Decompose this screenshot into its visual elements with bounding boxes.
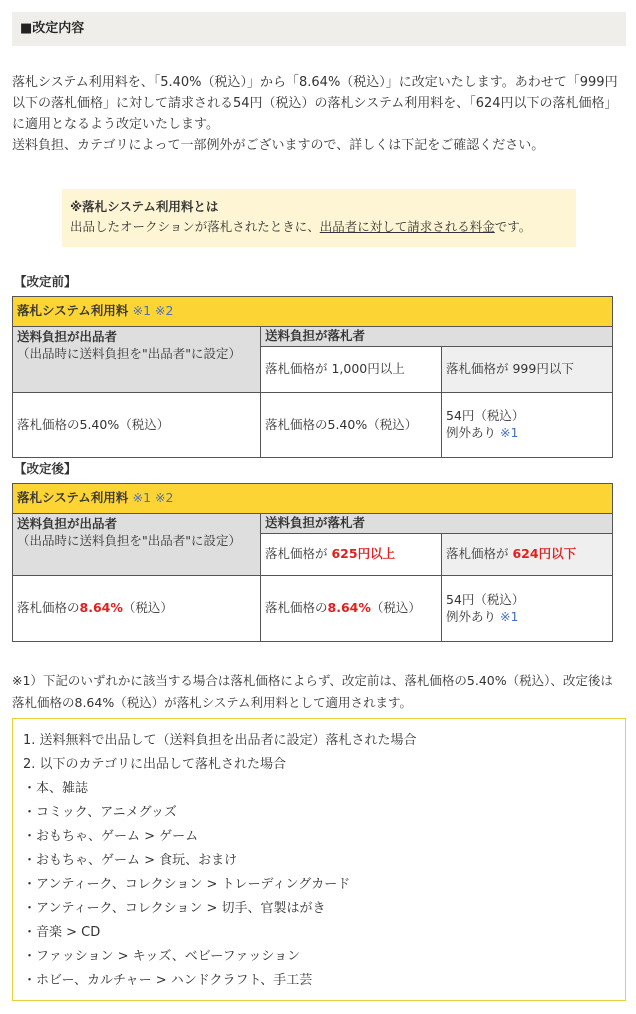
rate-prefix: 落札価格の bbox=[265, 600, 328, 616]
exception-note bbox=[446, 425, 608, 442]
buyer-pays-header: 送料負担が落札者 bbox=[261, 514, 613, 534]
seller-pays-title: 送料負担が出品者 bbox=[17, 329, 118, 344]
list-item: ・本、雑誌 bbox=[23, 781, 89, 796]
rate-suffix: （税込） bbox=[122, 600, 173, 616]
seller-rate-cell: 落札価格の5.40%（税込） bbox=[13, 393, 261, 458]
exception-text: 例外あり bbox=[446, 425, 497, 440]
price-high-header bbox=[261, 534, 442, 576]
exception-text: 例外あり bbox=[446, 608, 497, 624]
list-item: ・おもちゃ、ゲーム > 食玩、おまけ bbox=[23, 853, 238, 868]
conditions-box bbox=[12, 718, 626, 1001]
exception-note bbox=[446, 609, 608, 626]
table-title-text: 落札システム利用料 bbox=[17, 303, 129, 319]
note-text-before: 出品したオークションが落札されたときに、 bbox=[70, 219, 320, 234]
section-header bbox=[12, 12, 626, 46]
intro-text bbox=[12, 72, 624, 156]
fee-table-after bbox=[12, 483, 613, 642]
flat-fee: 54円（税込） bbox=[446, 591, 525, 607]
list-item: ・アンティーク、コレクション > トレーディングカード bbox=[23, 877, 351, 892]
after-label: 【改定後】 bbox=[14, 461, 77, 476]
price-high-prefix: 落札価格が bbox=[265, 546, 332, 562]
table-title-refs: ※1 ※2 bbox=[132, 303, 174, 319]
table-title-text: 落札システム利用料 bbox=[17, 490, 129, 506]
table-title-refs: ※1 ※2 bbox=[132, 490, 174, 506]
buyer-rate-high-cell bbox=[261, 576, 442, 642]
note-title: ※落札システム利用料とは bbox=[70, 199, 219, 214]
price-high-header: 落札価格が 1,000円以上 bbox=[261, 347, 442, 393]
list-item: ・コミック、アニメグッズ bbox=[23, 805, 177, 820]
buyer-rate-high-cell: 落札価格の5.40%（税込） bbox=[261, 393, 442, 458]
seller-pays-sub: （出品時に送料負担を"出品者"に設定） bbox=[17, 532, 241, 548]
table-title bbox=[13, 297, 613, 327]
buyer-pays-header: 送料負担が落札者 bbox=[261, 327, 613, 347]
note-text-underlined: 出品者に対して請求される料金 bbox=[319, 219, 495, 234]
seller-pays-header bbox=[13, 327, 261, 393]
price-low-value: 624円以下 bbox=[512, 546, 577, 562]
flat-fee: 54円（税込） bbox=[446, 408, 525, 424]
price-low-prefix: 落札価格が bbox=[446, 546, 513, 562]
list-item: ・ファッション > キッズ、ベビーファッション bbox=[23, 949, 301, 964]
price-low-header bbox=[442, 534, 613, 576]
price-low-header: 落札価格が 999円以下 bbox=[442, 347, 613, 393]
seller-pays-title: 送料負担が出品者 bbox=[17, 516, 118, 531]
buyer-rate-low-cell bbox=[442, 393, 613, 458]
list-item: ・音楽 > CD bbox=[23, 925, 101, 940]
buyer-rate-low-cell bbox=[442, 576, 613, 642]
intro-paragraph: 送料負担、カテゴリによって一部例外がございますので、詳しくは下記をご確認ください。 bbox=[12, 138, 545, 153]
seller-pays-header bbox=[13, 514, 261, 576]
list-item: ・おもちゃ、ゲーム > ゲーム bbox=[23, 829, 199, 844]
rate-value: 8.64% bbox=[327, 600, 371, 616]
exception-ref: ※1 bbox=[500, 608, 519, 624]
rate-suffix: （税込） bbox=[370, 600, 421, 616]
seller-rate-cell bbox=[13, 576, 261, 642]
seller-pays-sub: （出品時に送料負担を"出品者"に設定） bbox=[17, 345, 241, 361]
intro-paragraph: 落札システム利用料を、「5.40%（税込）」から「8.64%（税込）」に改定いたします。あわせて「999円以下の落札価格」に対して請求される54円（税込）の落札システム利用料を、「624円以下の落札価格」に適用となるよう改定いたします。 bbox=[12, 75, 618, 132]
before-label: 【改定前】 bbox=[14, 274, 77, 289]
note-text bbox=[70, 217, 568, 237]
definition-note bbox=[62, 189, 576, 247]
rate-value: 8.64% bbox=[79, 600, 123, 616]
list-item: ・ホビー、カルチャー > ハンドクラフト、手工芸 bbox=[23, 973, 313, 988]
list-item: ・アンティーク、コレクション > 切手、官製はがき bbox=[23, 901, 326, 916]
footnote: ※1）下記のいずれかに該当する場合は落札価格によらず、改定前は、落札価格の5.40%（税込）、改定後は落札価格の8.64%（税込）が落札システム利用料として適用されます。 bbox=[12, 673, 613, 710]
table-title bbox=[13, 484, 613, 514]
section-title: ■改定内容 bbox=[20, 21, 85, 36]
exception-ref: ※1 bbox=[500, 425, 519, 440]
price-high-value: 625円以上 bbox=[331, 546, 396, 562]
note-text-after: です。 bbox=[494, 219, 532, 234]
fee-table-before bbox=[12, 296, 613, 458]
rate-prefix: 落札価格の bbox=[17, 600, 80, 616]
list-item: 1. 送料無料で出品して（送料負担を出品者に設定）落札された場合 bbox=[23, 733, 417, 748]
list-item: 2. 以下のカテゴリに出品して落札された場合 bbox=[23, 757, 287, 772]
